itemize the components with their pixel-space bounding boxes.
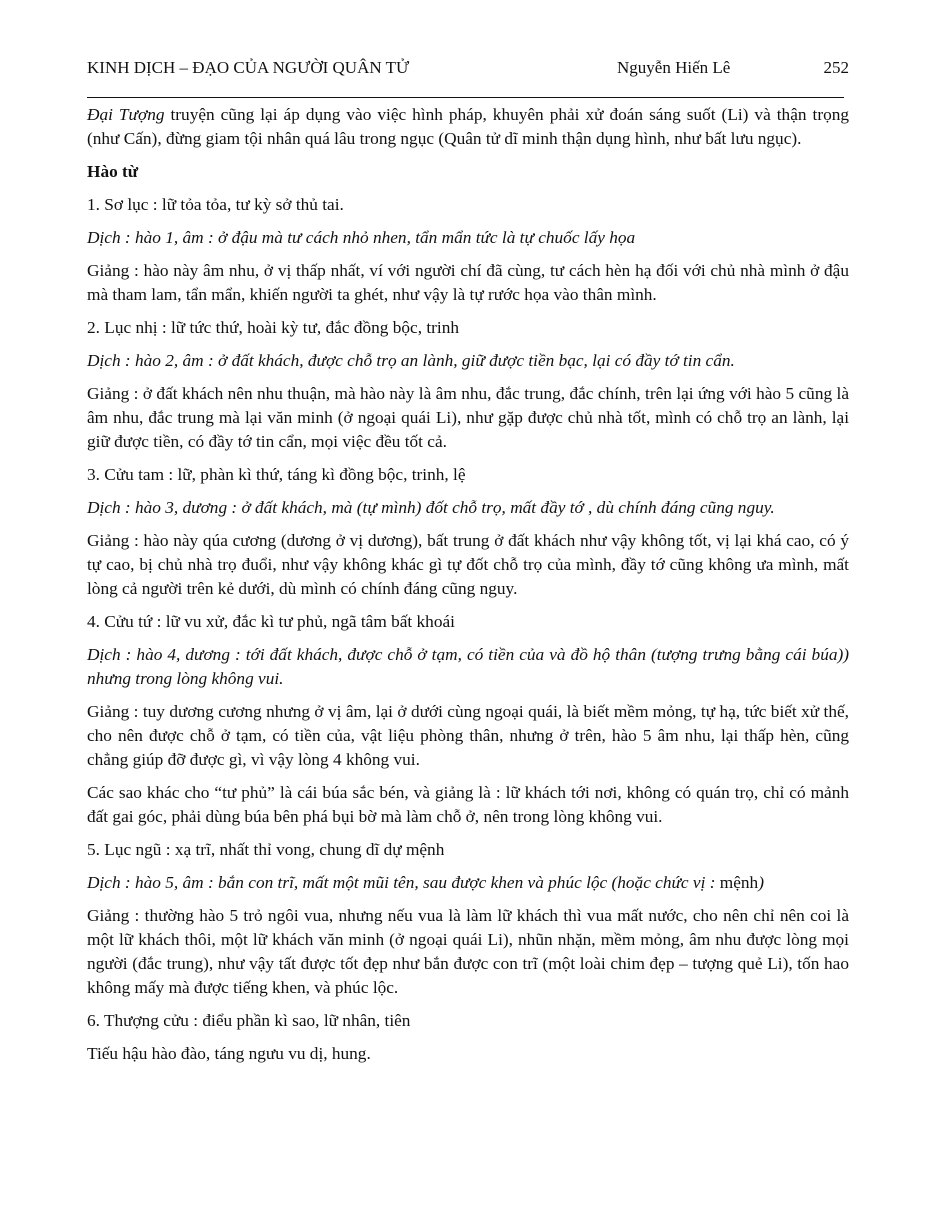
hao1-text: 1. Sơ lục : lữ tỏa tỏa, tư kỳ sở thủ tai. xyxy=(87,195,344,214)
hao3-translation: Dịch : hào 3, dương : ở đất khách, mà (tự mình) đốt chỗ trọ, mất đầy tớ , dù chính đáng cũng nguy. xyxy=(87,498,775,517)
hao1-explanation: Giảng : hào này âm nhu, ở vị thấp nhất, ví với người chí đã cùng, tư cách hèn hạ đối với chủ nhà mình ở đậu mà tham lam, tẩn mẩn, khiến người ta ghét, như vậy là tự rước họa vào thân mình. xyxy=(87,261,849,304)
hao6-continuation: Tiếu hậu hào đào, táng ngưu vu dị, hung. xyxy=(87,1044,371,1063)
header-divider xyxy=(87,97,844,98)
page-number: 252 xyxy=(823,58,849,77)
page-header xyxy=(87,58,849,80)
intro-paragraph xyxy=(87,103,849,151)
hao5-explanation: Giảng : thường hào 5 trỏ ngôi vua, nhưng nếu vua là làm lữ khách thì vua mất nước, cho nên chỉ nên coi là một lữ khách thôi, một lữ khách văn minh (ở ngoại quái Li), nhũn nhặn, mềm mỏng, âm nhu được lòng mọi người (đắc trung), như vậy tất được tốt đẹp như bắn được con trĩ (một loài chim đẹp – tượng quẻ Li), tốn hao không mấy mà được tiếng khen, và phúc lộc. xyxy=(87,906,849,997)
hao3-explanation: Giảng : hào này qúa cương (dương ở vị dương), bất trung ở đất khách như vậy không tốt, vị lại khá cao, có ý tự cao, bị chủ nhà trọ đuổi, như vậy không khác gì tự đốt chỗ trọ của mình, đầy tớ cũng không ưa mình, mất lòng cả người trên kẻ dưới, dù mình có chính đáng cũng nguy. xyxy=(87,531,849,598)
hao2-text: 2. Lục nhị : lữ tức thứ, hoài kỳ tư, đắc đồng bộc, trinh xyxy=(87,318,459,337)
author-name: Nguyễn Hiến Lê xyxy=(617,58,731,77)
hao5-text: 5. Lục ngũ : xạ trĩ, nhất thỉ vong, chung dĩ dự mệnh xyxy=(87,840,445,859)
intro-text: truyện cũng lại áp dụng vào việc hình pháp, khuyên phải xử đoán sáng suốt (Li) và thận trọng (như Cấn), đừng giam tội nhân quá lâu trong ngục (Quân tử dĩ minh thận dụng hình, như bất lưu ngục). xyxy=(87,105,849,148)
hao2-explanation: Giảng : ở đất khách nên nhu thuận, mà hào này là âm nhu, đắc trung, đắc chính, trên lại ứng với hào 5 cũng là âm nhu, đắc trung mà lại văn minh (ở ngoại quái Li), như gặp được chủ nhà tốt, mình có chỗ trọ an lành, lại giữ được tiền, có đầy tớ tin cẩn, mọi việc đều tốt cả. xyxy=(87,384,849,451)
hao4-translation: Dịch : hào 4, dương : tới đất khách, được chỗ ở tạm, có tiền của và đồ hộ thân (tượng trưng bằng cái búa)) nhưng trong lòng không vui. xyxy=(87,645,849,688)
hao5-translation xyxy=(87,871,849,895)
hao4-explanation: Giảng : tuy dương cương nhưng ở vị âm, lại ở dưới cùng ngoại quái, là biết mềm mỏng, tự hạ, tức biết xử thế, cho nên được chỗ ở tạm, có tiền của, vật liệu phòng thân, nhưng ở trên, hào 5 âm nhu, lại thấp hèn, cũng chẳng giúp đỡ được gì, vì vậy lòng 4 không vui. xyxy=(87,702,849,769)
section-heading: Hào từ xyxy=(87,162,139,181)
hao4-note: Các sao khác cho “tư phủ” là cái búa sắc bén, và giảng là : lữ khách tới nơi, không có quán trọ, chỉ có mảnh đất gai góc, phải dùng búa bên phá bụi bờ mà làm chỗ ở, nên trong lòng không vui. xyxy=(87,783,849,826)
hao6-text: 6. Thượng cửu : điểu phần kì sao, lữ nhân, tiên xyxy=(87,1011,411,1030)
hao3-text: 3. Cửu tam : lữ, phàn kì thứ, táng kì đồng bộc, trinh, lệ xyxy=(87,465,466,484)
book-title: KINH DỊCH – ĐẠO CỦA NGƯỜI QUÂN TỬ xyxy=(87,58,410,77)
hao1-translation: Dịch : hào 1, âm : ở đậu mà tư cách nhỏ nhen, tẩn mẩn tức là tự chuốc lấy họa xyxy=(87,228,636,247)
hao5-translation-italic: Dịch : hào 5, âm : bắn con trĩ, mất một mũi tên, sau được khen và phúc lộc (hoặc chức vị : xyxy=(87,873,716,892)
hao4-text: 4. Cửu tứ : lữ vu xử, đắc kì tư phủ, ngã tâm bất khoái xyxy=(87,612,455,631)
hao5-translation-close: ) xyxy=(758,873,764,892)
page-body xyxy=(87,103,849,1075)
intro-lead: Đại Tượng xyxy=(87,105,165,124)
hao2-translation: Dịch : hào 2, âm : ở đất khách, được chỗ trọ an lành, giữ được tiền bạc, lại có đầy tớ tin cẩn. xyxy=(87,351,735,370)
hao5-translation-plain: mệnh xyxy=(715,873,759,892)
